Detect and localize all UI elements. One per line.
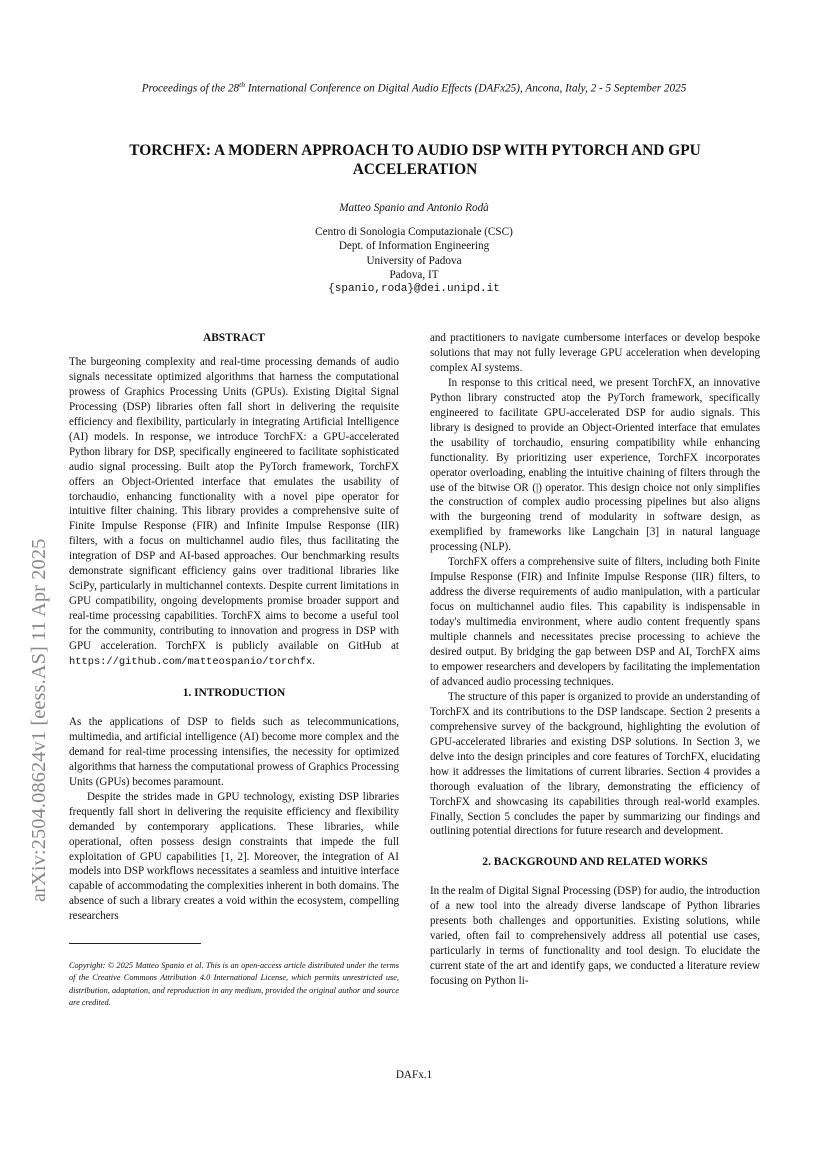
- paragraph: The structure of this paper is organized to provide an understanding of TorchFX and its contributions to the DSP landscape. Section 2 presents a comprehensive survey of the background, highlighting the evolution of GPU-accelerated libraries and existing DSP solutions. In Section 3, we delve into the design principles and core features of TorchFX, elucidating how it addresses the limitations of current libraries. Section 4 provides a thorough evaluation of the library, demonstrating the efficiency of TorchFX and showcasing its capabilities through real-world examples. Finally, Section 5 concludes the paper by summarizing our findings and outlining potential directions for future research and development.: [430, 690, 760, 838]
- paragraph: Despite the strides made in GPU technology, existing DSP libraries frequently fall short in delivering the requisite efficiency and flexibility demanded by contemporary applications. These libraries, while operational, often possess design constraints that impede the full exploitation of GPU capabilities [1, 2]. Moreover, the integration of AI models into DSP workflows necessitates a seamless and intuitive interface capable of accommodating the complexities inherent in both domains. The absence of such a library creates a void within the ecosystem, compelling researchers: [69, 790, 399, 923]
- right-column: [430, 331, 760, 989]
- paragraph: In the realm of Digital Signal Processing (DSP) for audio, the introduction of a new tool into the already diverse landscape of Python libraries presents both challenges and opportunities. Existing solutions, while varied, often fail to comprehensively address all potential use cases, particularly in terms of functionality and tool design. To elucidate the current state of the art and identify gaps, we conducted a literature review focusing on Python li-: [430, 885, 760, 988]
- paragraph: In response to this critical need, we present TorchFX, an innovative Python library constructed atop the PyTorch framework, specifically engineered to facilitate GPU-accelerated DSP for audio signals. This library is designed to provide an Object-Oriented interface that emulates the usability of torchaudio, ensuring compatibility while enhancing functionality. By prioritizing user experience, TorchFX incorporates operator overloading, enabling the intuitive chaining of filters through the use of the bitwise OR (|) operator. This design choice not only simplifies the construction of complex audio processing pipelines but also aligns with the burgeoning trend of modularity in software design, as exemplified by frameworks like Langchain [3] in natural language processing (NLP).: [430, 376, 760, 554]
- section-heading-background: 2. BACKGROUND AND RELATED WORKS: [482, 856, 708, 869]
- affiliation: [0, 225, 828, 296]
- footnote-rule: [69, 943, 201, 944]
- paragraph: TorchFX offers a comprehensive suite of filters, including both Finite Impulse Response (FIR) and Infinite Impulse Response (IIR) filters, to address the diverse requirements of audio manipulation, with a particular focus on multichannel audio files. This capability is indispensable in today's multimedia environment, where audio content frequently spans multiple channels and necessitates precise processing to achieve the desired output. By bridging the gap between DSP and AI, TorchFX aims to empower researchers and developers by facilitating the implementation of advanced audio processing techniques.: [430, 556, 760, 688]
- copyright-notice: Copyright: © 2025 Matteo Spanio et al. This is an open-access article distributed under the terms of the Creative Commons Attribution 4.0 International License, which permits unrestricted use, distribution, adaptation, and reproduction in any medium, provided the original author and source are credited.: [69, 961, 399, 1008]
- section-heading-introduction: 1. INTRODUCTION: [182, 686, 286, 699]
- paragraph: As the applications of DSP to fields such as telecommunications, multimedia, and artificial intelligence (AI) become more complex and the demand for real-time processing intensifies, the necessity for optimized algorithms that harness the computational prowess of Graphics Processing Units (GPUs) becomes paramount.: [69, 715, 399, 788]
- running-header: Proceedings of the 28th International Conference on Digital Audio Effects (DAFx25), Ancona, Italy, 2 - 5 September 2025: [141, 80, 687, 95]
- affiliation-line: Padova, IT: [389, 268, 439, 281]
- arxiv-identifier: arXiv:2504.08624v1 [eess.AS] 11 Apr 2025: [28, 538, 50, 902]
- affiliation-line: Dept. of Information Engineering: [338, 240, 490, 253]
- affiliation-line: Centro di Sonologia Computazionale (CSC): [315, 226, 513, 238]
- left-column: [69, 331, 399, 924]
- page-number: DAFx.1: [395, 1069, 433, 1081]
- abstract-text: The burgeoning complexity and real-time processing demands of audio signals necessitate optimized algorithms that harness the computational prowess of Graphics Processing Units (GPUs). Existing Digital Signal Processing (DSP) libraries often fall short in delivering the requisite efficiency and flexibility, particularly in integrating Artificial Intelligence (AI) models. In response, we introduce TorchFX: a GPU-accelerated Python library for DSP, specifically engineered to facilitate sophisticated audio signal processing. Built atop the PyTorch framework, TorchFX offers an Object-Oriented interface that emulates the usability of torchaudio, enhancing functionality with a novel pipe operator for intuitive filter chaining. This library provides a comprehensive suite of Finite Impulse Response (FIR) and Infinite Impulse Response (IIR) filters, with a focus on multichannel audio files, thus facilitating the integration of DSP and AI-based approaches. Our benchmarking results demonstrate significant efficiency gains over traditional libraries like SciPy, particularly in multichannel contexts. Despite current limitations in GPU compatibility, ongoing developments promise broader support and real-time processing capabilities. TorchFX aims to become a useful tool for the community, contributing to innovation and progress in DSP with GPU acceleration. TorchFX is publicly available on GitHub at https://github.com/matteospanio/torchfx.: [69, 355, 399, 669]
- paper-title: TORCHFX: A MODERN APPROACH TO AUDIO DSP WITH PYTORCH AND GPU ACCELERATION: [129, 142, 701, 178]
- authors: Matteo Spanio and Antonio Rodà: [339, 202, 489, 214]
- author-email: {spanio,roda}@dei.unipd.it: [328, 283, 500, 296]
- abstract-heading: ABSTRACT: [202, 332, 266, 344]
- github-link[interactable]: https://github.com/matteospanio/torchfx: [69, 656, 313, 669]
- paragraph: and practitioners to navigate cumbersome interfaces or develop bespoke solutions that may not fully leverage GPU acceleration when developing complex AI systems.: [430, 332, 760, 374]
- affiliation-line: University of Padova: [366, 254, 462, 267]
